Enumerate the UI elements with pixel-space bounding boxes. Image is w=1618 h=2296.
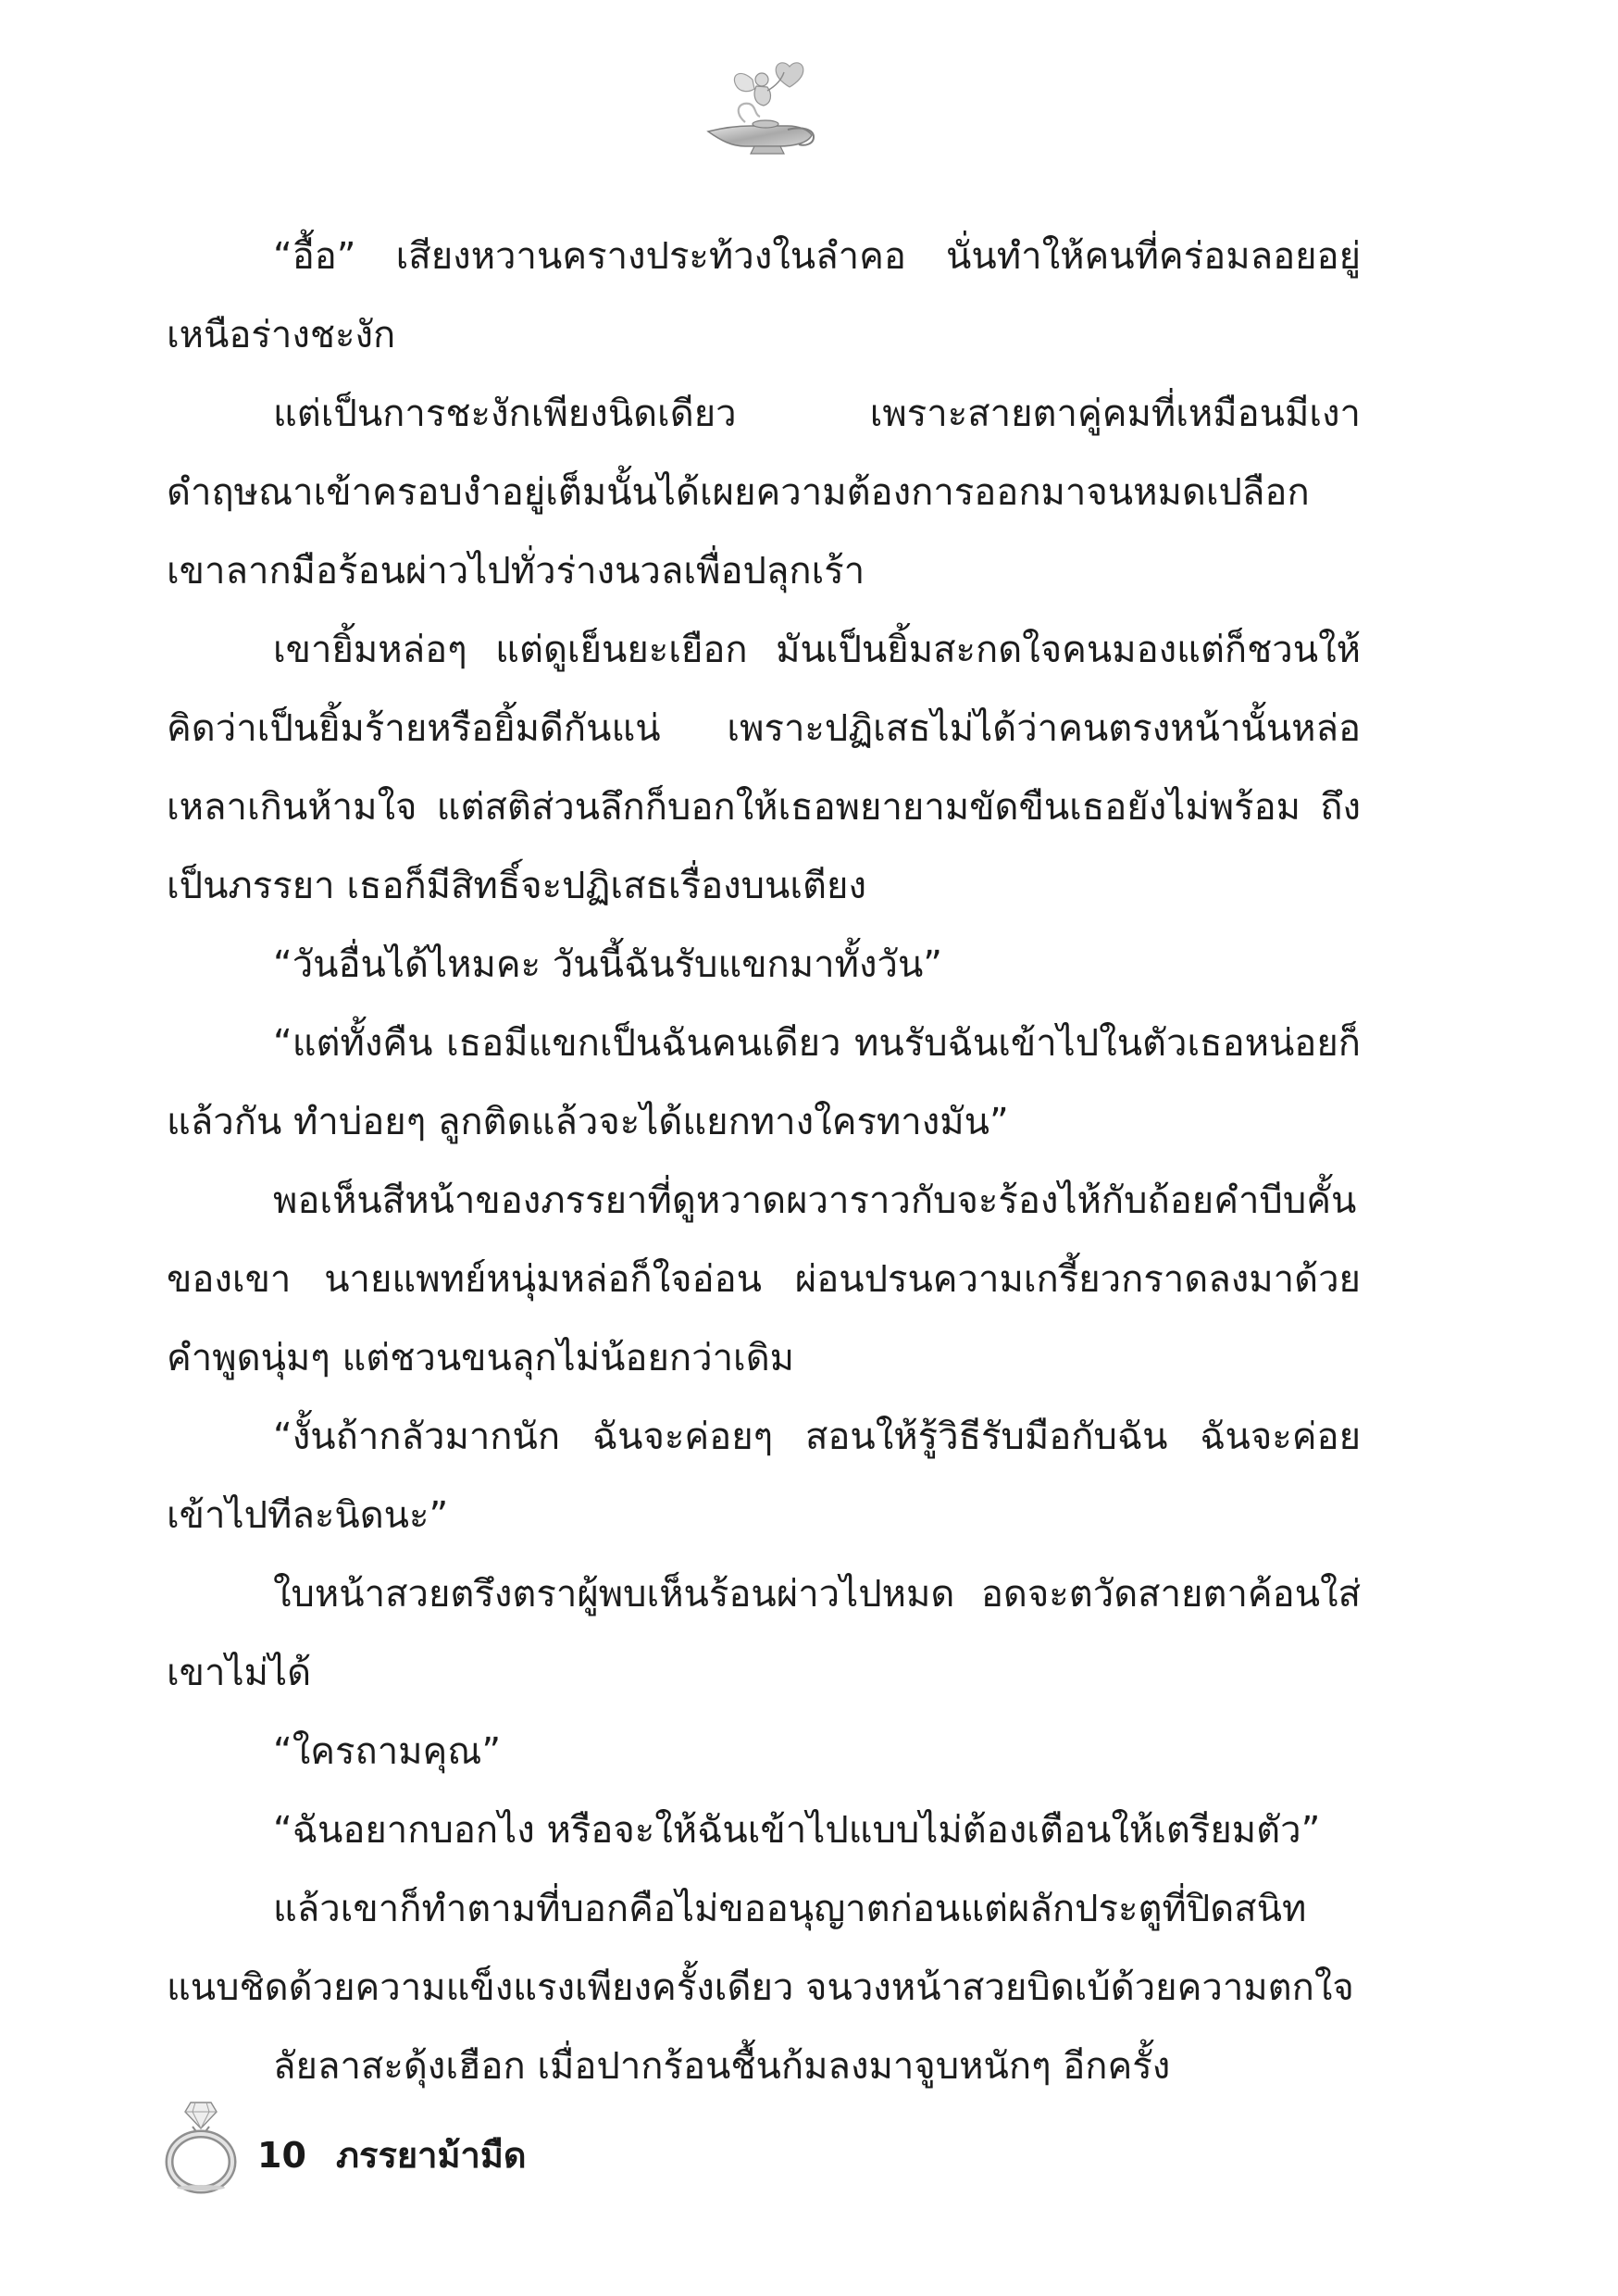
page-number: 10 — [257, 2135, 306, 2176]
paragraph: แต่เป็นการชะงักเพียงนิดเดียว เพราะสายตาคู่คมที่เหมือนมีเงาดำฤษณาเข้าครอบงำอยู่เต็มนั้นได้เผยความต้องการออกมาจนหมดเปลือก เขาลากมือร้อนผ่าวไปทั่วร่างนวลเพื่อปลุกเร้า — [167, 393, 1361, 593]
diamond-ring-icon — [165, 2097, 237, 2194]
paragraph: “วันอื่นได้ไหมคะ วันนี้ฉันรับแขกมาทั้งวัน” — [273, 943, 943, 986]
paragraph: แล้วเขาก็ทำตามที่บอกคือไม่ขออนุญาตก่อนแต่ผลักประตูที่ปิดสนิทแนบชิดด้วยความแข็งแรงเพียงครั้งเดียว จนวงหน้าสวยบิดเบ้ด้วยความตกใจ — [167, 1888, 1354, 2009]
book-title: ภรรยาม้ามืด — [336, 2135, 527, 2176]
page-footer — [165, 2097, 813, 2208]
paragraph: “แต่ทั้งคืน เธอมีแขกเป็นฉันคนเดียว ทนรับฉันเข้าไปในตัวเธอหน่อยก็แล้วกัน ทำบ่อยๆ ลูกติดแล้วจะได้แยกทางใครทางมัน” — [167, 1022, 1361, 1143]
cupid-genie-lamp-icon — [699, 57, 819, 159]
paragraph: พอเห็นสีหน้าของภรรยาที่ดูหวาดผวาราวกับจะร้องไห้กับถ้อยคำบีบคั้นของเขา นายแพทย์หนุ่มหล่อก็ใจอ่อน ผ่อนปรนความเกรี้ยวกราดลงมาด้วยคำพูดนุ่มๆ แต่ชวนขนลุกไม่น้อยกว่าเดิม — [167, 1179, 1361, 1379]
paragraph: “งั้นถ้ากลัวมากนัก ฉันจะค่อยๆ สอนให้รู้วิธีรับมือกับฉัน ฉันจะค่อยเข้าไปทีละนิดนะ” — [167, 1416, 1361, 1537]
paragraph: เขายิ้มหล่อๆ แต่ดูเย็นยะเยือก มันเป็นยิ้มสะกดใจคนมองแต่ก็ชวนให้คิดว่าเป็นยิ้มร้ายหรือยิ้มดีกันแน่ เพราะปฏิเสธไม่ได้ว่าคนตรงหน้านั้นหล่อเหลาเกินห้ามใจ แต่สติส่วนลึกก็บอกให้เธอพยายามขัดขืนเธอยังไม่พร้อม ถึงเป็นภรรยา เธอก็มีสิทธิ์จะปฏิเสธเรื่องบนเตียง — [167, 629, 1361, 907]
paragraph: ใบหน้าสวยตรึงตราผู้พบเห็นร้อนผ่าวไปหมด อดจะตวัดสายตาค้อนใส่เขาไม่ได้ — [167, 1573, 1361, 1694]
paragraph: “ใครถามคุณ” — [273, 1730, 502, 1773]
paragraph: ลัยลาสะดุ้งเฮือก เมื่อปากร้อนชื้นก้มลงมาจูบหนักๆ อีกครั้ง — [273, 2045, 1171, 2088]
paragraph: “ฉันอยากบอกไง หรือจะให้ฉันเข้าไปแบบไม่ต้องเตือนให้เตรียมตัว” — [273, 1809, 1321, 1852]
chapter-text — [167, 218, 1361, 2152]
paragraph: “อื้อ” เสียงหวานครางประท้วงในลำคอ นั่นทำให้คนที่คร่อมลอยอยู่เหนือร่างชะงัก — [167, 235, 1361, 356]
